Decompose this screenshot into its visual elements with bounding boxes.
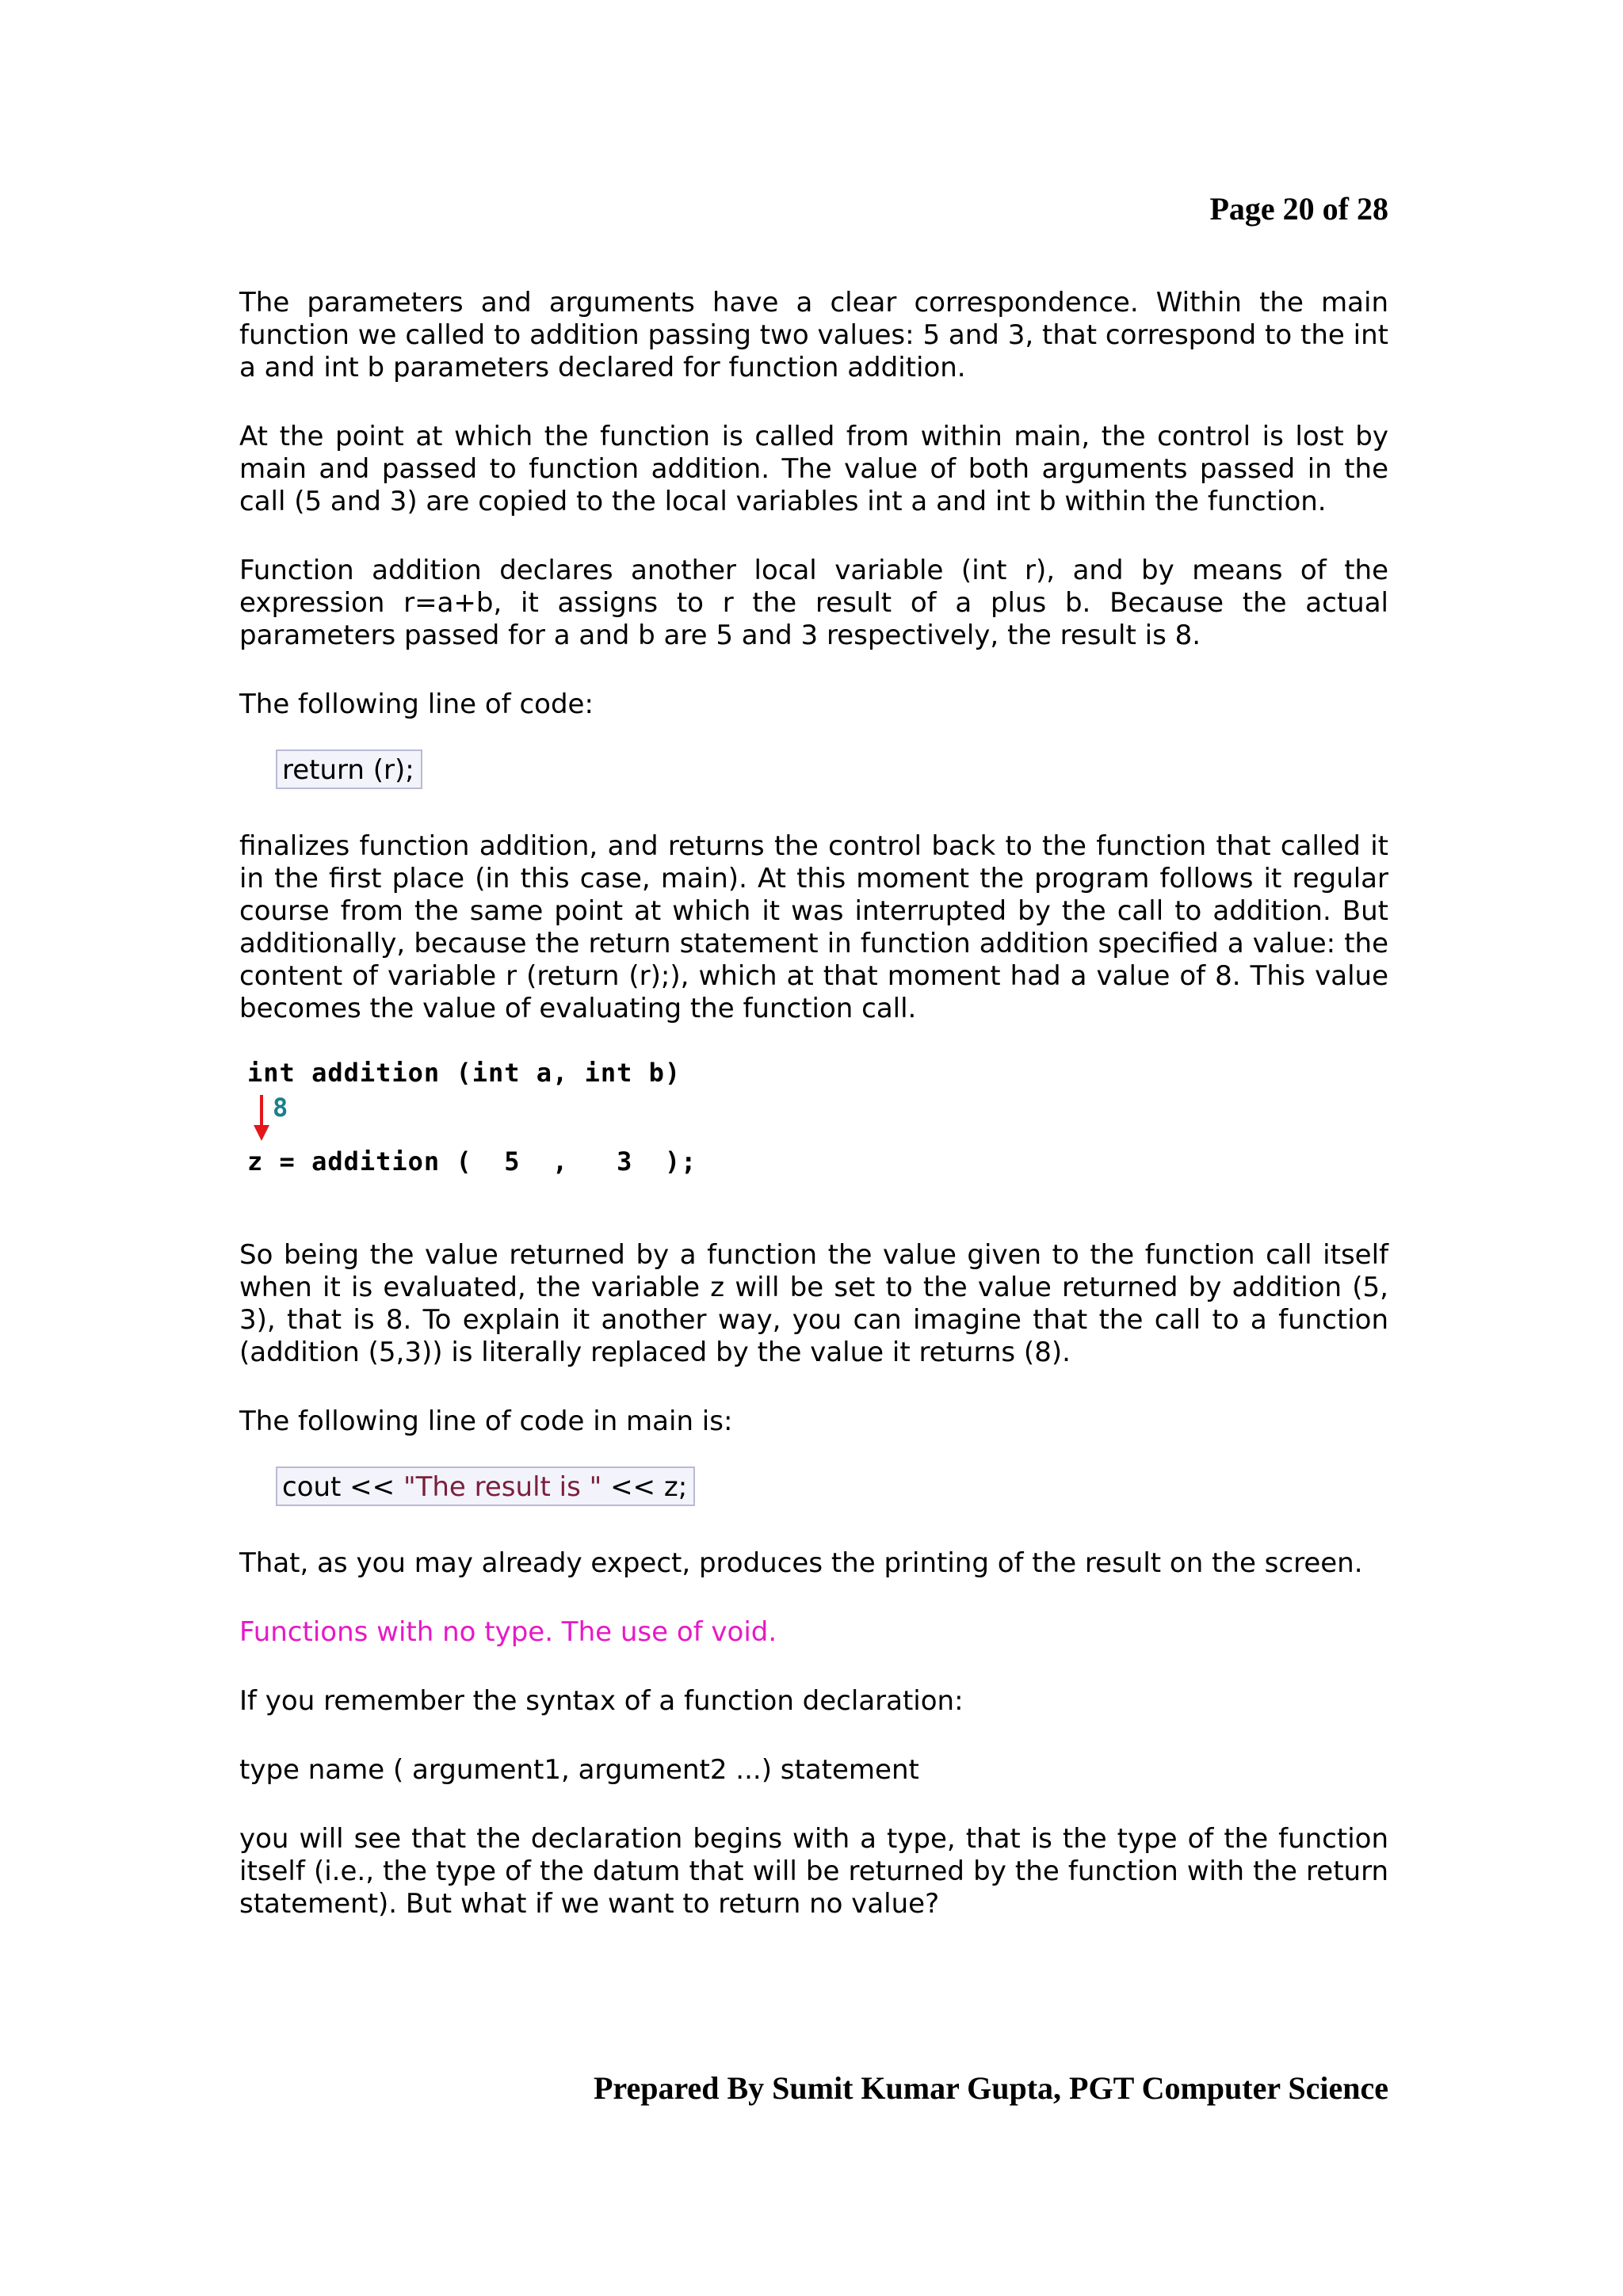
paragraph: finalizes function addition, and returns the control back to the function that called it in the first place (in this case, main). At this moment the program follows it regular course from the same point at which it was interrupted by the call to addition. But additionally, because the return statement in function addition specified a value: the content of variable r (return (r);), which at that moment had a value of 8. This value becomes the value of evaluating the function call. (239, 830, 1388, 1024)
paragraph: you will see that the declaration begins with a type, that is the type of the function itself (i.e., the type of the datum that will be returned by the function with the return statement). But what if we want to return no value? (239, 1823, 1388, 1920)
paragraph: The following line of code in main is: (239, 1405, 733, 1437)
paragraph: Function addition declares another local variable (int r), and by means of the expression r=a+b, it assigns to r the result of a plus b. Because the actual parameters passed for a and b are 5 and 3 respectively, the result is 8. (239, 555, 1388, 651)
page-number: Page 20 of 28 (1209, 191, 1388, 227)
paragraph: If you remember the syntax of a function declaration: (239, 1685, 964, 1717)
returned-value: 8 (273, 1093, 288, 1123)
code-cout-string: "The result is " (403, 1471, 602, 1503)
section-heading: Functions with no type. The use of void. (239, 1616, 777, 1648)
footer-author: Prepared By Sumit Kumar Gupta, PGT Computer Science (594, 2070, 1388, 2106)
paragraph: At the point at which the function is called from within main, the control is lost by main and passed to function addition. The value of both arguments passed in the call (5 and 3) are copied to the local variables int a and int b within the function. (239, 421, 1388, 517)
paragraph: That, as you may already expect, produces the printing of the result on the screen. (239, 1547, 1363, 1579)
page-content (239, 287, 1388, 1957)
function-call: z = addition ( 5 , 3 ); (247, 1146, 697, 1177)
syntax-line: type name ( argument1, argument2 ...) statement (239, 1754, 919, 1786)
paragraph: The parameters and arguments have a clear correspondence. Within the main function we called to addition passing two values: 5 and 3, that correspond to the int a and int b parameters declared for function addition. (239, 287, 1388, 383)
return-arrow-icon (250, 1093, 274, 1144)
code-cout-prefix: cout << (282, 1471, 403, 1503)
code-snippet-cout (276, 1466, 695, 1506)
code-cout-suffix: << z; (601, 1471, 688, 1503)
function-declaration: int addition (int a, int b) (247, 1058, 682, 1088)
paragraph: The following line of code: (239, 688, 594, 720)
paragraph: So being the value returned by a function the value given to the function call itself when it is evaluated, the variable z will be set to the value returned by addition (5, 3), that is 8. To explain it another way, you can imagine that the call to a function (addition (5,3)) is literally replaced by the value it returns (8). (239, 1239, 1388, 1368)
function-call-diagram (239, 1057, 1388, 1220)
code-snippet-return: return (r); (276, 749, 422, 789)
